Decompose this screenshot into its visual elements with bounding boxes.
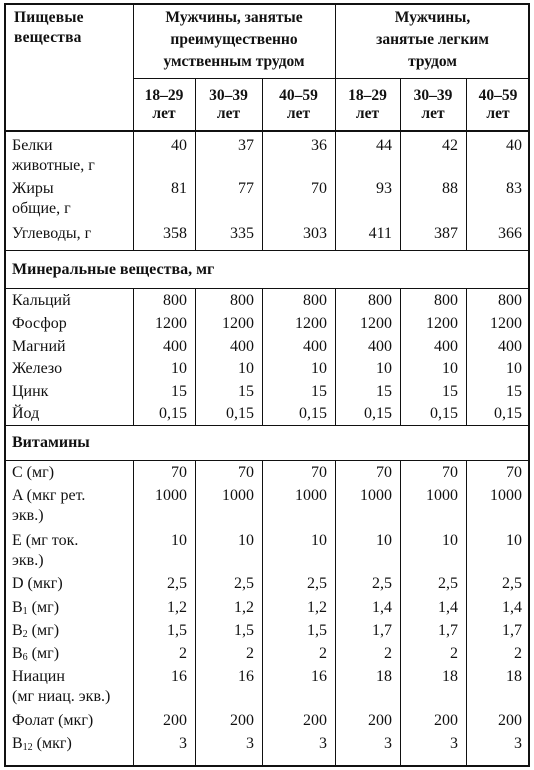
table-cell: 70	[442, 464, 458, 481]
table-cell: 88	[442, 180, 458, 197]
table-cell: 1000	[426, 487, 458, 504]
table-cell: 77	[238, 180, 254, 197]
row-label: $B_6$ (мг)	[12, 645, 60, 663]
table-cell: 200	[498, 712, 522, 729]
table-cell: 200	[230, 712, 254, 729]
column-divider	[262, 460, 263, 767]
table-cell: 200	[368, 712, 392, 729]
column-divider	[262, 288, 263, 425]
table-cell: 358	[163, 225, 187, 242]
section-rule	[4, 250, 530, 251]
section-rule	[4, 288, 530, 289]
table-cell: 2,5	[438, 575, 458, 592]
table-cell: 200	[434, 712, 458, 729]
row-label: $B_{12}$ (мкг)	[12, 735, 72, 753]
table-cell: 3	[319, 735, 327, 752]
header-group-mental-work: преимущественно	[170, 31, 298, 48]
table-cell: 0,15	[299, 405, 327, 422]
table-cell: 36	[311, 137, 327, 154]
table-cell: 800	[303, 292, 327, 309]
table-cell: 1,2	[307, 599, 327, 616]
table-cell: 10	[506, 532, 522, 549]
table-cell: 1200	[360, 315, 392, 332]
table-cell: 1200	[222, 315, 254, 332]
subscript: 6	[22, 652, 28, 663]
table-cell: 10	[311, 532, 327, 549]
table-cell: 70	[238, 464, 254, 481]
table-cell: 1,2	[167, 599, 187, 616]
table-cell: 70	[506, 464, 522, 481]
header-group-mental-work: Мужчины, занятые	[165, 9, 303, 26]
row-label: Белки	[12, 137, 53, 154]
table-cell: 1,5	[167, 622, 187, 639]
row-label: общие, г	[12, 200, 71, 217]
header-bottom-rule	[4, 130, 530, 132]
table-cell: 200	[303, 712, 327, 729]
table-cell: 303	[303, 225, 327, 242]
header-age-unit: лет	[421, 105, 445, 122]
table-cell: 15	[442, 383, 458, 400]
table-cell: 400	[434, 338, 458, 355]
table-cell: 2	[179, 645, 187, 662]
table-cell: 93	[376, 180, 392, 197]
header-nutrients: Пищевые	[14, 9, 84, 26]
header-age-unit: лет	[286, 105, 311, 122]
table-cell: 70	[311, 464, 327, 481]
header-age: 18–29	[348, 87, 387, 104]
table-cell: 1000	[295, 487, 327, 504]
table-cell: 10	[171, 532, 187, 549]
column-divider	[133, 288, 134, 425]
table-cell: 16	[238, 668, 254, 685]
table-cell: 10	[238, 360, 254, 377]
table-cell: 18	[442, 668, 458, 685]
table-cell: 1000	[360, 487, 392, 504]
table-cell: 400	[368, 338, 392, 355]
table-cell: 3	[514, 735, 522, 752]
table-cell: 0,15	[494, 405, 522, 422]
table-cell: 44	[376, 137, 392, 154]
table-cell: 42	[442, 137, 458, 154]
column-divider	[335, 288, 336, 425]
section-rule	[4, 425, 530, 426]
table-cell: 200	[163, 712, 187, 729]
column-divider	[400, 288, 401, 425]
table-cell: 18	[376, 668, 392, 685]
table-cell: 2	[514, 645, 522, 662]
table-cell: 15	[506, 383, 522, 400]
table-cell: 2	[246, 645, 254, 662]
table-cell: 10	[376, 532, 392, 549]
table-cell: 2,5	[167, 575, 187, 592]
table-cell: 800	[434, 292, 458, 309]
table-cell: 400	[163, 338, 187, 355]
header-age-unit: лет	[355, 105, 380, 122]
column-divider	[466, 460, 467, 767]
row-label: Фолат (мкг)	[12, 712, 94, 729]
table-cell: 15	[171, 383, 187, 400]
column-divider	[195, 460, 196, 767]
row-label: экв.)	[12, 552, 44, 569]
table-cell: 2,5	[372, 575, 392, 592]
table-cell: 1000	[155, 487, 187, 504]
row-label: $B_2$ (мг)	[12, 622, 60, 640]
section-title: Минеральные вещества, мг	[12, 261, 215, 278]
row-label: Магний	[12, 338, 66, 355]
table-cell: 1200	[155, 315, 187, 332]
table-cell: 10	[311, 360, 327, 377]
table-cell: 1,5	[307, 622, 327, 639]
table-cell: 366	[498, 225, 522, 242]
table-cell: 800	[230, 292, 254, 309]
table-cell: 0,15	[226, 405, 254, 422]
header-group-mental-work: умственным трудом	[163, 53, 305, 70]
header-group-light-work: Мужчины,	[394, 9, 471, 26]
header-age-unit: лет	[486, 105, 510, 122]
table-cell: 1,7	[438, 622, 458, 639]
table-cell: 83	[506, 180, 522, 197]
header-age-unit: лет	[216, 105, 241, 122]
table-cell: 1,7	[502, 622, 522, 639]
table-cell: 0,15	[364, 405, 392, 422]
row-label: Йод	[12, 405, 40, 422]
table-cell: 70	[171, 464, 187, 481]
table-cell: 2,5	[234, 575, 254, 592]
row-label: Кальций	[12, 292, 71, 309]
table-cell: 3	[384, 735, 392, 752]
table-cell: 0,15	[430, 405, 458, 422]
table-cell: 1,5	[234, 622, 254, 639]
table-cell: 70	[376, 464, 392, 481]
row-label: D (мкг)	[12, 575, 63, 592]
table-cell: 2,5	[502, 575, 522, 592]
row-label: Углеводы, г	[12, 225, 92, 242]
table-cell: 2	[450, 645, 458, 662]
table-cell: 81	[171, 180, 187, 197]
table-cell: 0,15	[159, 405, 187, 422]
column-divider	[195, 288, 196, 425]
table-cell: 1,4	[438, 599, 458, 616]
header-group-light-work: занятые легким	[376, 31, 489, 48]
table-cell: 2,5	[307, 575, 327, 592]
header-nutrients: вещества	[14, 29, 82, 46]
header-age-unit: лет	[152, 105, 176, 122]
header-age: 40–59	[478, 87, 518, 104]
section-title: Витамины	[12, 434, 90, 451]
column-divider	[400, 460, 401, 767]
row-label: (мг ниац. экв.)	[12, 688, 111, 705]
table-cell: 800	[498, 292, 522, 309]
row-label: Цинк	[12, 383, 49, 400]
header-age: 30–39	[209, 87, 248, 104]
table-cell: 15	[376, 383, 392, 400]
table-cell: 10	[442, 532, 458, 549]
table-cell: 400	[498, 338, 522, 355]
table-cell: 10	[238, 532, 254, 549]
row-label: C (мг)	[12, 464, 55, 481]
table-cell: 10	[376, 360, 392, 377]
table-cell: 400	[230, 338, 254, 355]
table-cell: 2	[384, 645, 392, 662]
table-cell: 15	[238, 383, 254, 400]
table-cell: 2	[319, 645, 327, 662]
table-cell: 10	[506, 360, 522, 377]
table-cell: 10	[171, 360, 187, 377]
table-cell: 3	[179, 735, 187, 752]
row-label: экв.)	[12, 507, 44, 524]
table-cell: 1200	[295, 315, 327, 332]
table-cell: 400	[303, 338, 327, 355]
table-cell: 40	[171, 137, 187, 154]
section-rule	[4, 460, 530, 461]
table-cell: 1,7	[372, 622, 392, 639]
table-cell: 16	[171, 668, 187, 685]
column-divider	[133, 460, 134, 767]
row-label: E (мг ток.	[12, 532, 79, 549]
row-label: Фосфор	[12, 315, 67, 332]
table-cell: 10	[442, 360, 458, 377]
table-cell: 800	[163, 292, 187, 309]
table-cell: 1200	[490, 315, 522, 332]
row-label: Железо	[12, 360, 63, 377]
row-label: животные, г	[12, 157, 95, 174]
column-divider	[466, 288, 467, 425]
table-cell: 70	[311, 180, 327, 197]
table-cell: 3	[246, 735, 254, 752]
row-label: Ниацин	[12, 668, 65, 685]
header-group-light-work: трудом	[408, 53, 457, 70]
subscript: 2	[22, 629, 28, 640]
header-divider	[133, 78, 530, 79]
table-cell: 16	[311, 668, 327, 685]
table-cell: 15	[311, 383, 327, 400]
row-label: A (мкг рет.	[12, 487, 86, 504]
row-label: Жиры	[12, 180, 54, 197]
header-age: 40–59	[279, 87, 318, 104]
table-cell: 411	[368, 225, 392, 242]
table-cell: 800	[368, 292, 392, 309]
header-age: 18–29	[144, 87, 184, 104]
column-divider	[335, 460, 336, 767]
subscript: 12	[22, 742, 33, 753]
table-cell: 1000	[490, 487, 522, 504]
table-cell: 37	[238, 137, 254, 154]
table-cell: 3	[450, 735, 458, 752]
row-label: $B_1$ (мг)	[12, 599, 60, 617]
table-cell: 1,4	[372, 599, 392, 616]
table-cell: 1,2	[234, 599, 254, 616]
table-cell: 335	[230, 225, 254, 242]
table-cell: 18	[506, 668, 522, 685]
subscript: 1	[22, 606, 28, 617]
header-age: 30–39	[413, 87, 453, 104]
table-cell: 1200	[426, 315, 458, 332]
table-cell: 1000	[222, 487, 254, 504]
table-cell: 387	[434, 225, 458, 242]
table-cell: 40	[506, 137, 522, 154]
table-cell: 1,4	[502, 599, 522, 616]
